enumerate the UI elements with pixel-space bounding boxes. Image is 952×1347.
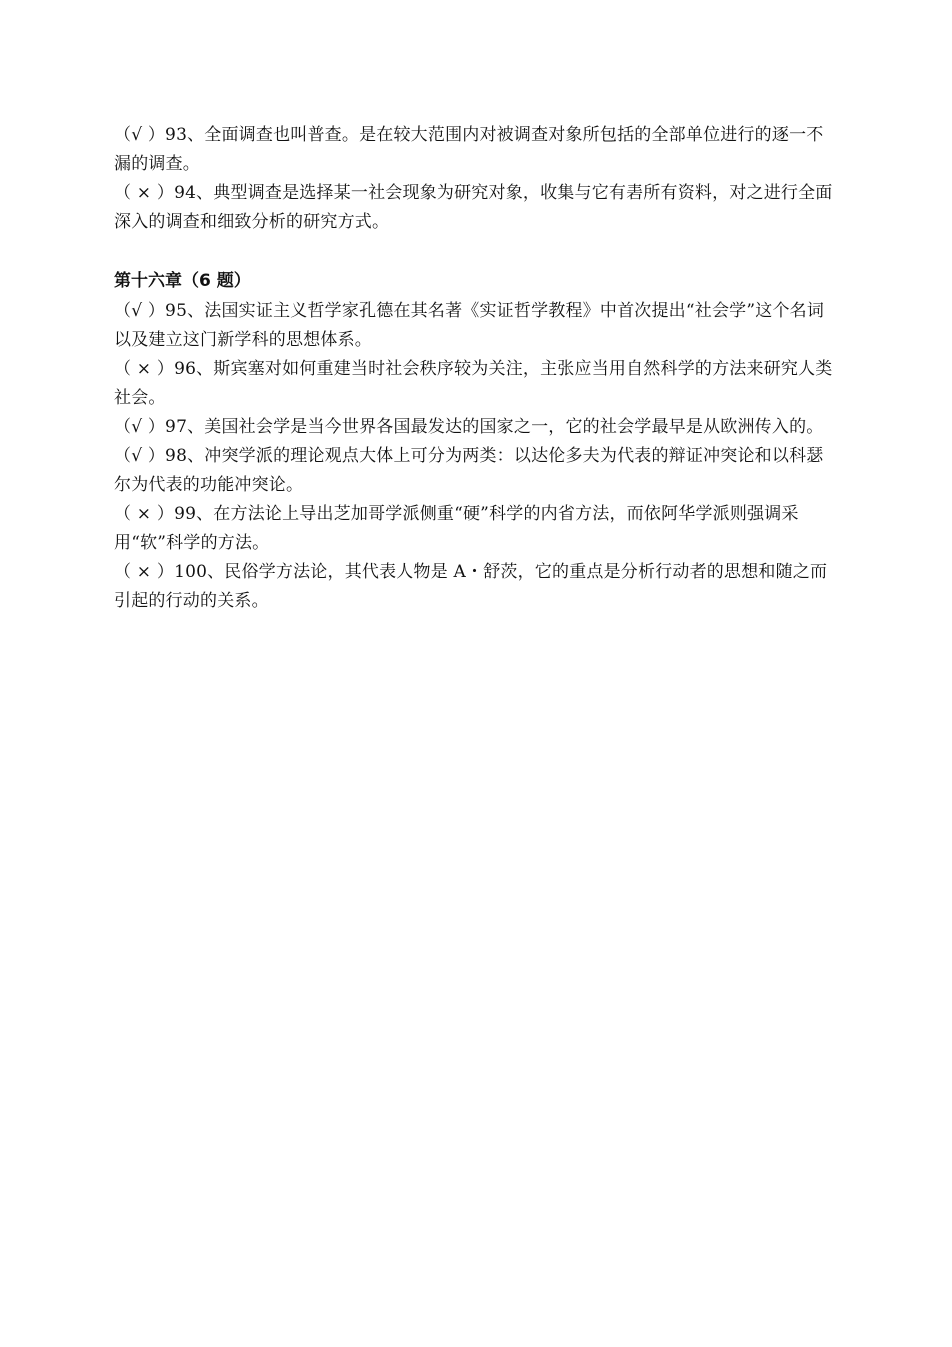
question-text: 100、民俗学方法论，其代表人物是 A・舒茨，它的重点是分析行动者的思想和随之而引起的行动的关系。 (114, 562, 828, 611)
question-98 (114, 442, 840, 500)
answer-mark: （ × ） (114, 183, 175, 203)
section-spacer (114, 237, 840, 267)
question-96 (114, 355, 840, 413)
answer-mark: （√ ） (114, 301, 166, 321)
question-text: 98、冲突学派的理论观点大体上可分为两类：以达伦多夫为代表的辩证冲突论和以科瑟尔为代表的功能冲突论。 (114, 446, 824, 495)
answer-mark: （√ ） (114, 446, 166, 466)
question-97 (114, 413, 840, 442)
question-text: 95、法国实证主义哲学家孔德在其名著《实证哲学教程》中首次提出“社会学”这个名词以及建立这门新学科的思想体系。 (114, 301, 825, 350)
answer-mark: （ × ） (114, 504, 175, 524)
chapter-heading: 第十六章（6 题） (114, 271, 251, 291)
question-95 (114, 297, 840, 355)
answer-mark: （ × ） (114, 359, 175, 379)
document-page (114, 121, 840, 616)
question-text: 99、在方法论上导出芝加哥学派侧重“硬”科学的内省方法，而依阿华学派则强调采用“软”科学的方法。 (114, 504, 799, 553)
answer-mark: （ × ） (114, 562, 175, 582)
question-99 (114, 500, 840, 558)
question-text: 97、美国社会学是当今世界各国最发达的国家之一，它的社会学最早是从欧洲传入的。 (165, 417, 824, 437)
question-94 (114, 179, 840, 237)
question-text: 93、全面调查也叫普查。是在较大范围内对被调查对象所包括的全部单位进行的逐一不漏的调查。 (114, 125, 824, 174)
question-text: 94、典型调查是选择某一社会现象为研究对象，收集与它有砉所有资料，对之进行全面深入的调查和细致分析的研究方式。 (114, 183, 833, 232)
question-text: 96、斯宾塞对如何重建当时社会秩序较为关注，主张应当用自然科学的方法来研究人类社会。 (114, 359, 833, 408)
question-100 (114, 558, 840, 616)
answer-mark: （√ ） (114, 417, 166, 437)
question-93 (114, 121, 840, 179)
answer-mark: （√ ） (114, 125, 166, 145)
